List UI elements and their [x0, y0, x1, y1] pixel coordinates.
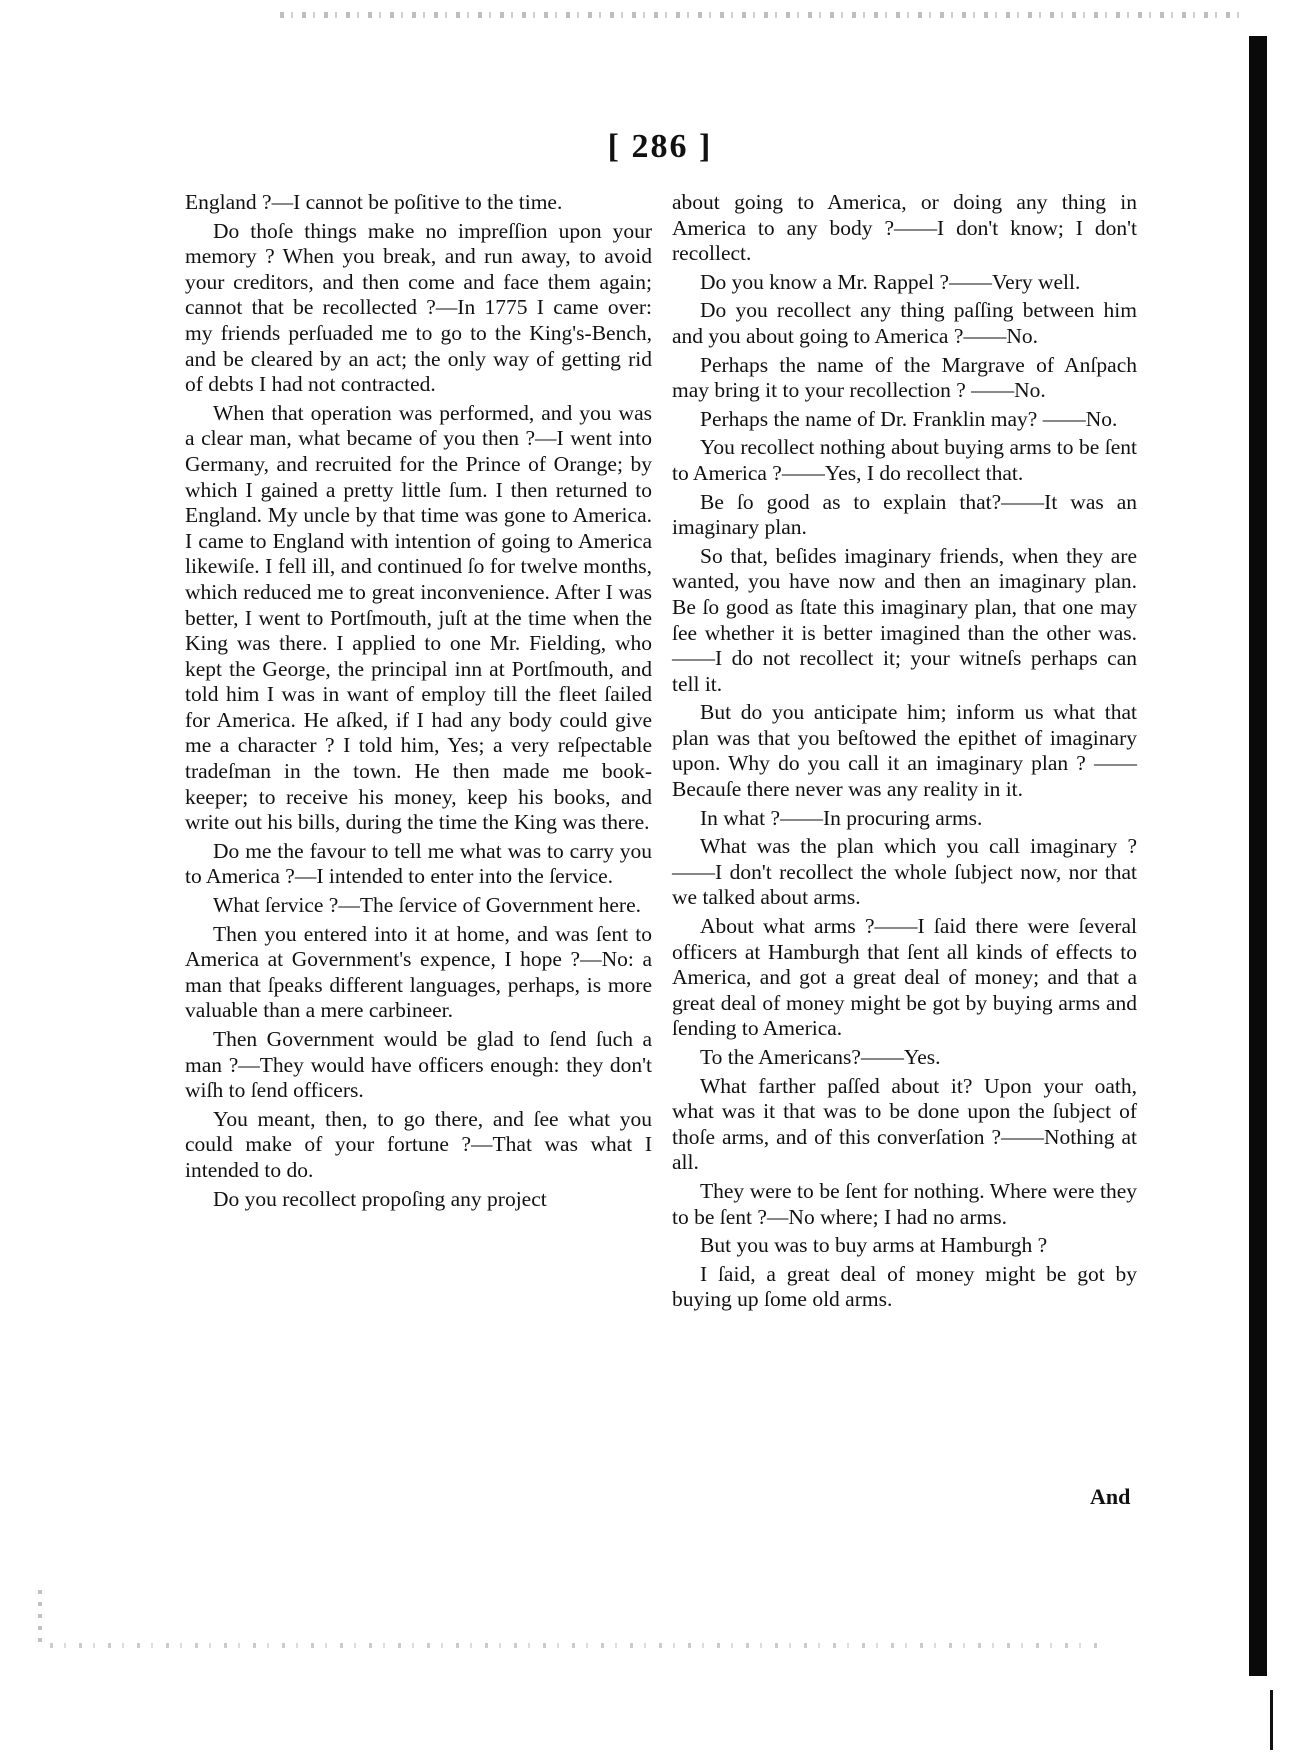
paragraph: Be ſo good as to explain that?——It was an imaginary plan. [672, 489, 1137, 540]
paragraph: You recollect nothing about buying arms to be ſent to America ?——Yes, I do recollect that. [672, 435, 1137, 485]
paragraph: But do you anticipate him; inform us what that plan was that you beſtowed the epithet of imaginary upon. Why do you call it an imaginary plan ? ——Becauſe there never was any reality in it. [672, 700, 1137, 802]
paragraph: Do you know a Mr. Rappel ?——Very well. [700, 269, 1081, 294]
paragraph: about going to America, or doing any thing in America to any body ?——I don't know; I don't recollect. [672, 190, 1137, 266]
catchword: And [1090, 1484, 1131, 1509]
paragraph: What ſervice ?—The ſervice of Government here. [213, 893, 641, 918]
paragraph: Do thoſe things make no impreſſion upon your memory ? When you break, and run away, to avoid your creditors, and then come and face them again; cannot that be recollected ?—In 1775 I came over: my friends perſuaded me to go to the King's-Bench, and be cleared by an act; the only way of getting rid of debts I had not contracted. [185, 218, 652, 397]
page-number-header: [ 286 ] [607, 128, 713, 165]
paragraph: Then you entered into it at home, and was ſent to America at Government's expence, I hope ?—No: a man that ſpeaks different languages, perhaps, is more valuable than a mere carbineer. [185, 921, 652, 1023]
paragraph: I ſaid, a great deal of money might be got by buying up ſome old arms. [672, 1261, 1137, 1312]
scan-shadow-edge-lower [1270, 1690, 1273, 1750]
right-text-column [672, 190, 1137, 1316]
paragraph: Perhaps the name of Dr. Franklin may? ——No. [700, 406, 1118, 431]
paragraph: What farther paſſed about it? Upon your oath, what was it that was to be done upon the ſubject of thoſe arms, and of this converſation ?——Nothing at all. [672, 1073, 1137, 1175]
paragraph: Do me the favour to tell me what was to carry you to America ?—I intended to enter into the ſervice. [185, 838, 652, 889]
paragraph: But you was to buy arms at Hamburgh ? [700, 1233, 1048, 1258]
paragraph: Perhaps the name of the Margrave of Anſpach may bring it to your recollection ? ——No. [672, 352, 1137, 403]
paragraph: So that, beſides imaginary friends, when they are wanted, you have now and then an imaginary plan. Be ſo good as ſtate this imaginary plan, that one may ſee whether it is better imagined than the other was. ——I do not recollect it; your witneſs perhaps can tell it. [672, 543, 1137, 696]
paragraph: In what ?——In procuring arms. [700, 805, 983, 830]
scan-shadow-edge [1249, 36, 1267, 1676]
scan-noise-top [280, 12, 1240, 18]
paragraph: Do you recollect propoſing any project [213, 1186, 547, 1211]
left-text-column [185, 190, 652, 1215]
scan-noise-bottom [50, 1643, 1100, 1648]
paragraph: To the Americans?——Yes. [700, 1045, 941, 1069]
paragraph: Do you recollect any thing paſſing between him and you about going to America ?——No. [672, 298, 1137, 348]
paragraph: England ?—I cannot be poſitive to the time. [185, 190, 563, 214]
paragraph: When that operation was performed, and you was a clear man, what became of you then ?—I went into Germany, and recruited for the Prince of Orange; by which I gained a pretty little ſum. I then returned to England. My uncle by that time was gone to America. I came to England with intention of going to America likewiſe. I fell ill, and continued ſo for twelve months, which reduced me to great inconvenience. After I was better, I went to Portſmouth, juſt at the time when the King was there. I applied to one Mr. Fielding, who kept the George, the principal inn at Portſmouth, and told him I was in want of employ till the fleet ſailed for America. He aſked, if I had any body could give me a character ? I told him, Yes; a very reſpectable tradeſman in the town. He then made me book-keeper; to receive his money, keep his books, and write out his bills, during the time the King was there. [185, 400, 652, 835]
scan-noise-left [38, 1590, 42, 1650]
paragraph: You meant, then, to go there, and ſee what you could make of your fortune ?—That was what I intended to do. [185, 1106, 652, 1182]
paragraph: About what arms ?——I ſaid there were ſeveral officers at Hamburgh that ſent all kinds of effects to America, and got a great deal of money; and that a great deal of money might be got by buying arms and ſending to America. [672, 914, 1137, 1041]
paragraph: What was the plan which you call imaginary ?——I don't recollect the whole ſubject now, nor that we talked about arms. [672, 834, 1137, 910]
paragraph: They were to be ſent for nothing. Where were they to be ſent ?—No where; I had no arms. [672, 1178, 1137, 1229]
paragraph: Then Government would be glad to ſend ſuch a man ?—They would have officers enough: they don't wiſh to ſend officers. [185, 1027, 652, 1103]
